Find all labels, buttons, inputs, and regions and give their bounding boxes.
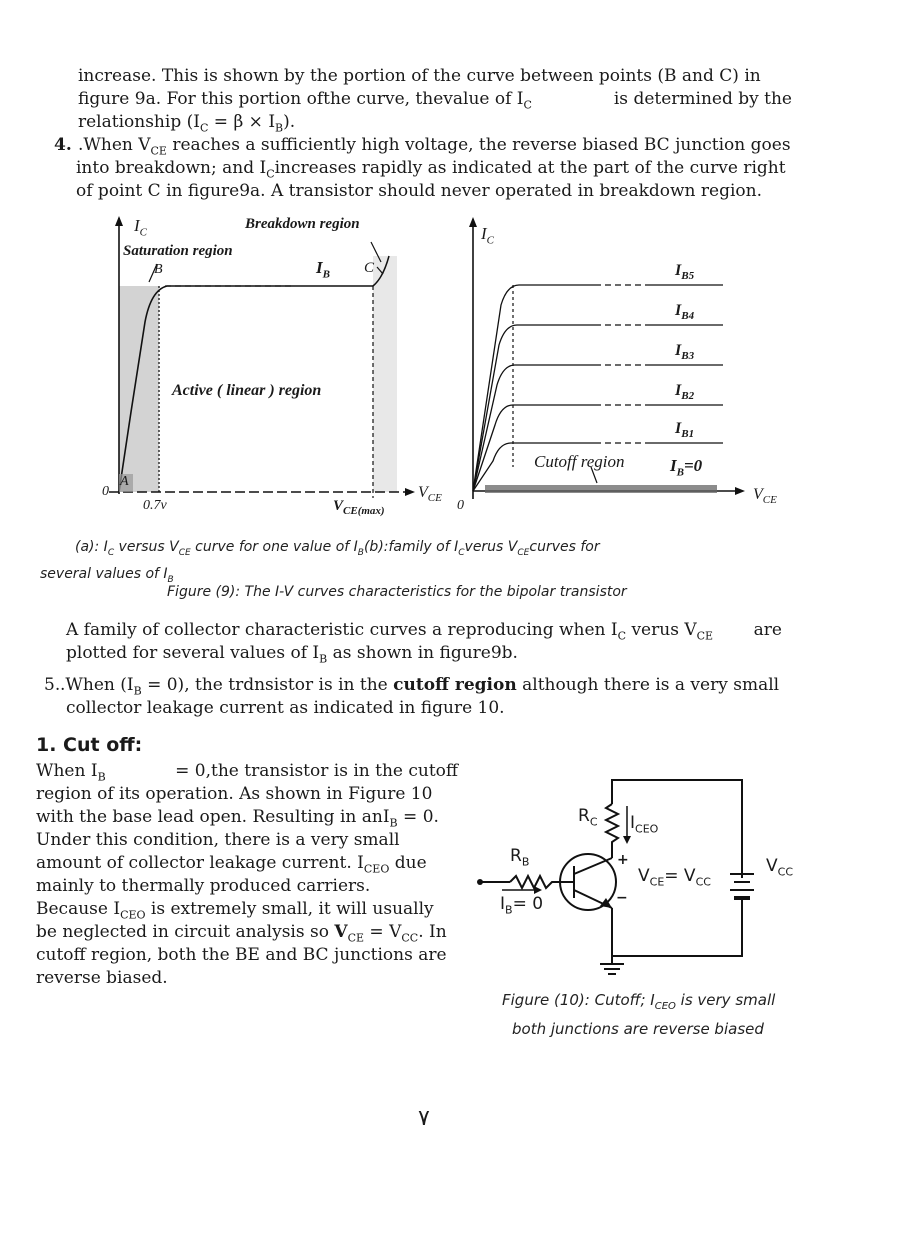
fig9b-ib-zero: $I_B=0$ bbox=[670, 456, 703, 479]
paragraph-line: figure 9a. For this portion ofthe curve, thevalue of $I_C$ is determined by the bbox=[78, 89, 792, 112]
fig10-iceo-label: $I_{CEO}$ bbox=[630, 813, 659, 836]
section-heading-cutoff: 1. Cut off: bbox=[36, 734, 143, 756]
paragraph-line: .When $(I_B = 0)$, the trdnsistor is in the cutoff region although there is a very small bbox=[60, 675, 780, 698]
figure-10-caption: Figure (10): Cutoff; $I_{CEO}$ is very small both junctions are reverse biased bbox=[502, 991, 776, 1038]
figure-9-title: Figure (9): The I-V curves characteristics for the bipolar transistor bbox=[167, 584, 627, 600]
curve-label-ib1: $I_{B1}$ bbox=[675, 420, 695, 441]
fig10-rb-label: $R_B$ bbox=[510, 846, 530, 869]
paragraph-line: A family of collector characteristic curves a reproducing when $I_C$ verus $V_{CE}$ are bbox=[66, 620, 782, 643]
saturation-shading bbox=[119, 286, 159, 492]
fig9a-y-label: $I_C$ bbox=[134, 216, 148, 239]
fig9a-vcemax-label: $V_{CE(max)}$ bbox=[333, 498, 385, 517]
curve-label-ib4: $I_{B4}$ bbox=[675, 302, 695, 323]
cutoff-paragraph bbox=[36, 760, 458, 990]
figure-9-caption-ab: (a): $I_C$ versus $V_{CE}$ curve for one value of $I_B(b):family$ of $I_Cverus$ $V_{CE}curves$ for several values of $I_B$ bbox=[40, 539, 600, 585]
fig9a-point-b: B bbox=[154, 262, 163, 277]
paragraph-line: Under this condition, there is a very small bbox=[36, 830, 400, 850]
fig9a-07v-label: 0.7v bbox=[143, 498, 167, 513]
fig10-vcc-label: $V_{CC}$ bbox=[766, 856, 794, 879]
paragraph-line: amount of collector leakage current. $I_{CEO}$ due bbox=[36, 853, 427, 876]
breakdown-shading bbox=[373, 256, 397, 492]
list-item-5 bbox=[44, 674, 784, 720]
rc-resistor bbox=[606, 804, 618, 858]
figure-10-circuit bbox=[470, 770, 790, 980]
cutoff-shading bbox=[485, 485, 717, 493]
fig10-vce-label: $V_{CE}= V_{CC}$ bbox=[638, 866, 711, 889]
page-number: ٧ bbox=[418, 1106, 430, 1131]
bottom-wire bbox=[612, 898, 742, 956]
paragraph-family bbox=[66, 619, 782, 665]
fig9a-origin: 0 bbox=[102, 484, 109, 499]
paragraph-line: with the base lead open. Resulting in anI$_B$ = 0. bbox=[36, 807, 439, 830]
paragraph-line: be neglected in circuit analysis so $V_{CE} = V_{CC}$. In bbox=[36, 922, 447, 945]
list-number: 5. bbox=[44, 675, 61, 695]
paragraph-line: increase. This is shown by the portion of the curve between points (B and C) in bbox=[78, 66, 761, 86]
list-item-4 bbox=[54, 134, 792, 203]
fig10-rc-label: $R_C$ bbox=[578, 806, 598, 829]
paragraph-bc-portion bbox=[78, 65, 792, 134]
fig9b-y-label: $I_C$ bbox=[481, 224, 495, 247]
paragraph-line: relationship $(I_C = \beta \times I_B)$. bbox=[78, 112, 296, 135]
curve-label-ib5: $I_{B5}$ bbox=[675, 262, 695, 283]
curve-ib3 bbox=[473, 365, 595, 491]
fig10-ib-zero-label: $I_B= 0$ bbox=[500, 894, 544, 917]
paragraph-line: into breakdown; and $I_Cincreases$ rapidly as indicated at the part of the curve right bbox=[76, 158, 786, 181]
paragraph-line: of point C in figure9a. A transistor should never operated in breakdown region. bbox=[76, 181, 763, 201]
paragraph-line: region of its operation. As shown in Figure 10 bbox=[36, 784, 433, 804]
paragraph-line: When $I_B$ = 0,the transistor is in the cutoff bbox=[36, 761, 458, 784]
rb-resistor bbox=[510, 876, 556, 888]
paragraph-line: cutoff region, both the BE and BC junctions are bbox=[36, 945, 447, 965]
paragraph-line: collector leakage current as indicated in figure 10. bbox=[66, 698, 505, 718]
fig9a-point-c: C bbox=[364, 260, 375, 276]
paragraph-line: plotted for several values of $I_B$ as shown in figure9b. bbox=[66, 643, 518, 666]
fig10-minus-sign: − bbox=[616, 890, 628, 906]
paragraph-line: .When $V_{CE}$ reaches a sufficiently high voltage, the reverse biased BC junction goes bbox=[78, 135, 791, 158]
curve-label-ib3: $I_{B3}$ bbox=[675, 342, 695, 363]
fig10-plus-sign: + bbox=[617, 852, 629, 868]
paragraph-line: reverse biased. bbox=[36, 968, 168, 988]
fig9a-x-label: $V_{CE}$ bbox=[418, 484, 442, 505]
fig9b-origin: 0 bbox=[457, 498, 464, 513]
fig9a-saturation-label: Saturation region bbox=[123, 243, 233, 259]
curve-ib2 bbox=[473, 405, 595, 491]
paragraph-line: mainly to thermally produced carriers. bbox=[36, 876, 371, 896]
fig9b-x-label: $V_{CE}$ bbox=[753, 486, 777, 507]
fig9a-ib-label: $I_B$ bbox=[316, 258, 330, 281]
fig9b-cutoff-label: Cutoff region bbox=[534, 452, 625, 471]
curve-label-ib2: $I_{B2}$ bbox=[675, 382, 695, 403]
fig9a-active-label: Active ( linear ) region bbox=[172, 382, 322, 399]
paragraph-line: Because $I_{CEO}$ is extremely small, it will usually bbox=[36, 899, 434, 922]
list-number: 4. bbox=[54, 135, 72, 155]
fig9a-breakdown-label: Breakdown region bbox=[245, 216, 360, 232]
fig9a-point-a: A bbox=[120, 474, 129, 489]
